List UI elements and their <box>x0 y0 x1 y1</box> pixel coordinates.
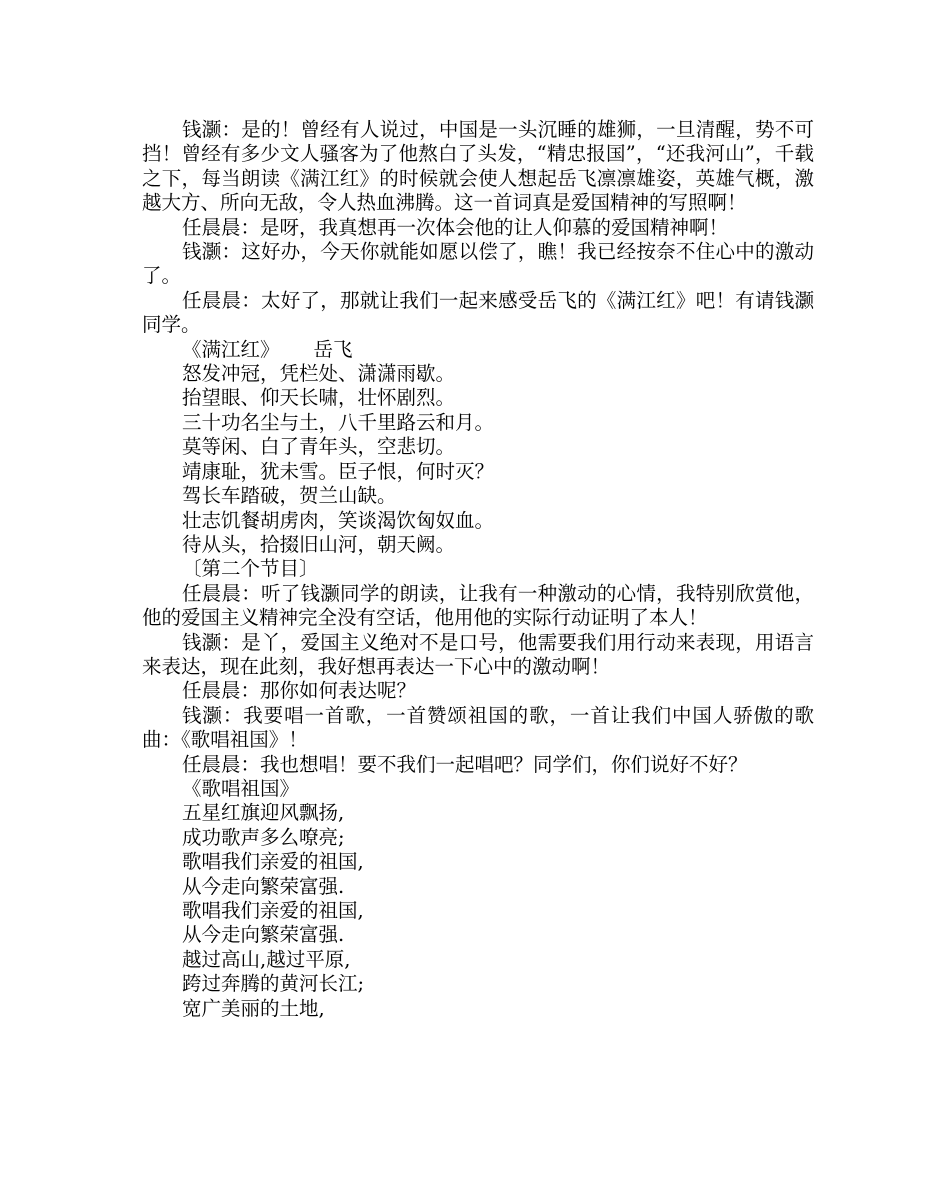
song-line: 跨过奔腾的黄河长江; <box>182 972 365 996</box>
dialogue-paragraph: 钱灏：是丫，爱国主义绝对不是口号，他需要我们用行动来表现，用语言来表达，现在此刻，我好想再表达一下心中的激动啊！ <box>142 630 814 678</box>
poem-line: 待从头，拾掇旧山河，朝天阙。 <box>182 532 456 556</box>
dialogue-paragraph: 钱灏：我要唱一首歌，一首赞颂祖国的歌，一首让我们中国人骄傲的歌曲：《歌唱祖国》！ <box>142 703 814 752</box>
dialogue-paragraph: 任晨晨：那你如何表达呢？ <box>182 679 417 703</box>
poem-line: 三十功名尘与土，八千里路云和月。 <box>182 410 495 434</box>
poem-line: 莫等闲、白了青年头，空悲切。 <box>182 435 456 459</box>
poem-line: 怒发冲冠，凭栏处、潇潇雨歇。 <box>182 362 456 386</box>
song-line: 宽广美丽的土地, <box>182 996 325 1020</box>
song-line: 成功歌声多么嘹亮; <box>182 825 345 849</box>
dialogue-paragraph: 任晨晨：听了钱灏同学的朗读，让我有一种激动的心情，我特别欣赏他，他的爱国主义精神完全没有空话，他用他的实际行动证明了本人！ <box>142 581 814 630</box>
song-line: 歌唱我们亲爱的祖国, <box>182 850 364 874</box>
song-line: 从今走向繁荣富强. <box>182 874 345 898</box>
song-line: 从今走向繁荣富强. <box>182 923 345 947</box>
dialogue-paragraph: 任晨晨：太好了，那就让我们一起来感受岳飞的《满江红》吧！有请钱灏同学。 <box>142 288 814 337</box>
song-title: 《歌唱祖国》 <box>182 776 300 800</box>
dialogue-paragraph: 钱灏：是的！曾经有人说过，中国是一头沉睡的雄狮，一旦清醒，势不可挡！曾经有多少文人骚客为了他熬白了头发，“精忠报国”，“还我河山”，千载之下，每当朗读《满江红》的时候就会使人想起岳飞凛凛雄姿，英雄气概，激越大方、所向无敌，令人热血沸腾。这一首词真是爱国精神的写照啊！ <box>142 118 814 215</box>
poem-heading <box>142 338 814 362</box>
poem-line: 壮志饥餐胡虏肉，笑谈渴饮匈奴血。 <box>182 508 495 532</box>
poem-line: 靖康耻，犹未雪。臣子恨，何时灭？ <box>182 459 495 483</box>
dialogue-paragraph: 任晨晨：是呀，我真想再一次体会他的让人仰慕的爱国精神啊！ <box>182 215 729 239</box>
song-line: 越过高山,越过平原, <box>182 947 351 971</box>
poem-title: 《满江红》 <box>182 337 280 361</box>
document-page <box>142 118 814 1021</box>
song-line: 歌唱我们亲爱的祖国, <box>182 899 364 922</box>
dialogue-paragraph: 钱灏：这好办，今天你就能如愿以偿了，瞧！我已经按奈不住心中的激动了。 <box>142 240 814 288</box>
section-heading: 〔第二个节目〕 <box>182 557 319 581</box>
poem-author: 岳飞 <box>313 337 353 361</box>
poem-line: 驾长车踏破，贺兰山缺。 <box>182 484 397 508</box>
poem-line: 抬望眼、仰天长啸，壮怀剧烈。 <box>182 386 456 410</box>
song-line: 五星红旗迎风飘扬, <box>182 801 345 825</box>
dialogue-paragraph: 任晨晨：我也想唱！要不我们一起唱吧？同学们，你们说好不好？ <box>182 752 748 776</box>
